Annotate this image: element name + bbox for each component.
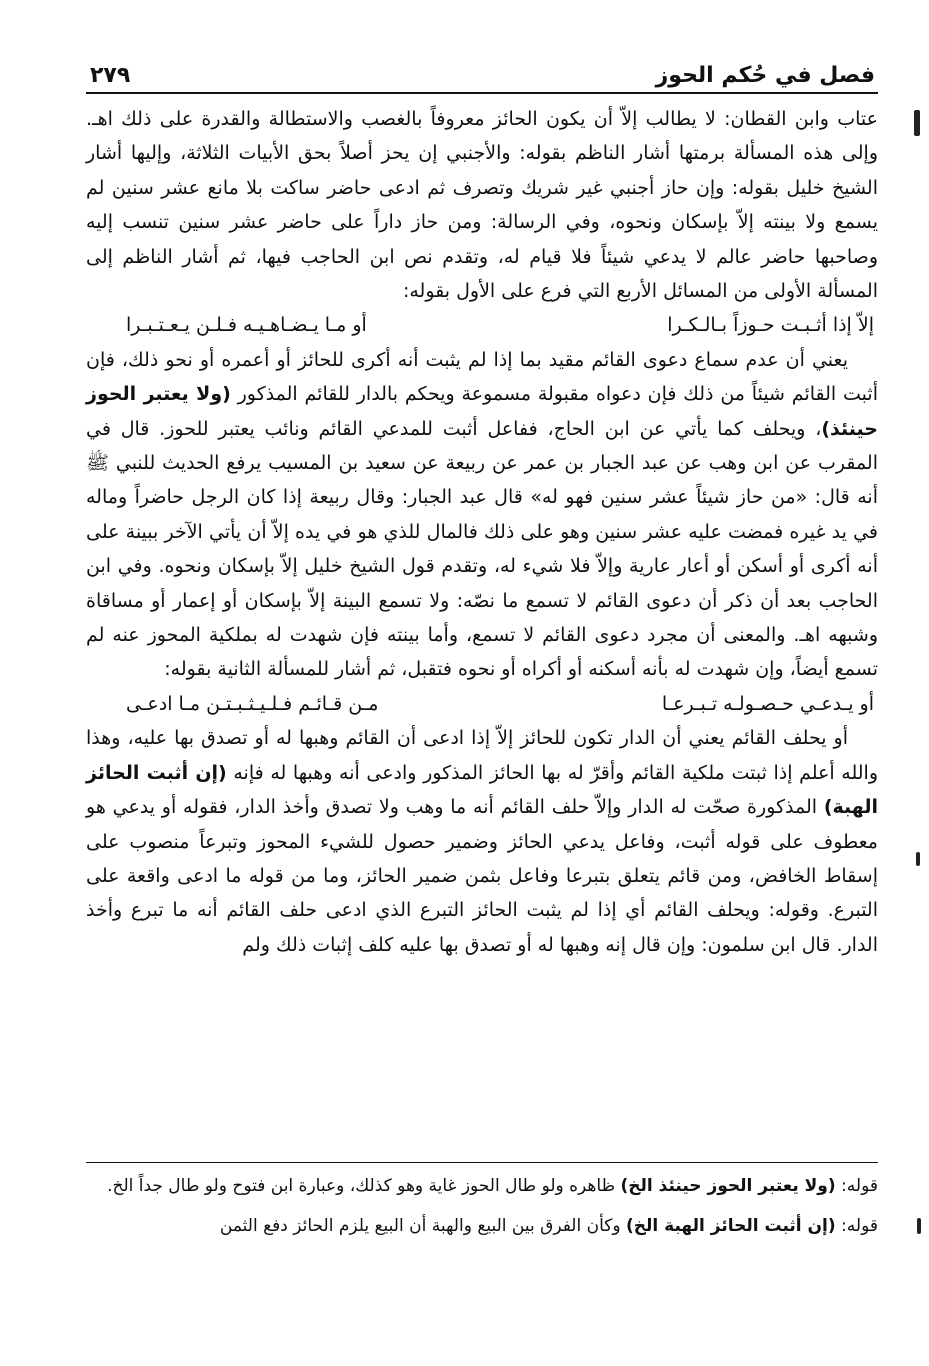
verse-1 — [86, 308, 878, 342]
paragraph-2-part-a: يعني أن عدم سماع دعوى القائم مقيد بما إذا لم يثبت أنه أكرى للحائز أو أعمره أو نحو ذلك، فإن أثبت القائم شيئاً من ذلك فإن دعواه مقبولة مسموعة ويحكم بالدار للقائم المذكور — [86, 348, 878, 406]
page-header — [90, 58, 875, 94]
paragraph-1: عتاب وابن القطان: لا يطالب إلاّ أن يكون الحائز معروفاً بالغصب والاستطالة والقدرة على ذلك اهـ. وإلى هذه المسألة برمتها أشار الناظم بقوله: والأجنبي إن يحز أصلاً بحق الأبيات الثلاثة، وإليها أشار الشيخ خليل بقوله: وإن حاز أجنبي غير شريك وتصرف ثم ادعى حاضر ساكت بلا مانع عشر سنين لم يسمع ولا بينته إلاّ بإسكان ونحوه، وفي الرسالة: ومن حاز داراً على حاضر عشر سنين تنسب إليه وصاحبها حاضر عالم لا يدعي شيئاً فلا قيام له، وتقدم نص ابن الحاجب فيها، ثم أشار الناظم إلى المسألة الأولى من المسائل الأربع التي فرع على الأول بقوله: — [86, 108, 878, 303]
footnote-2-lead: قوله: — [835, 1216, 878, 1236]
paragraph-3-part-b: المذكورة صحّت له الدار وإلاّ حلف القائم أنه ما وهب ولا تصدق وأخذ الدار، فقوله أو يدعي هو معطوف على قوله أثبت، وفاعل يدعي الحائز وضمير حصول للشيء المحوز وتبرعاً منصوب على إسقاط الخافض، ومن قائم يتعلق بتبرعا وفاعل بثمن ضمير الحائز، وما من قوله ما ادعى واقعة على التبرع. وقوله: ويحلف القائم أي إذا لم يثبت الحائز التبرع الذي ادعى حلف القائم أنه ما تبرع وأخذ الدار. قال ابن سلمون: وإن قال إنه وهبها له أو تصدق بها عليه كلف إثبات ذلك ولم — [86, 796, 878, 956]
verse-2 — [86, 687, 878, 721]
verse-2-second-hemistich: مـن قـائـم فـلـيـثـبـتـن مـا ادعـى — [126, 692, 379, 715]
paragraph-2-part-b: ، ويحلف كما يأتي عن ابن الحاج، ففاعل أثبت للمدعي القائم ونائب يعتبر للحوز. قال في المقرب عن ابن وهب عن عبد الجبار بن عمر عن ربيعة عن سعيد بن المسيب يرفع الحديث للنبي ﷺ أنه قال: «من حاز شيئاً عشر سنين فهو له» قال عبد الجبار: وقال ربيعة إذا كان الرجل حاضراً وماله في يد غيره فمضت عليه عشر سنين وهو على ذلك فالمال للذي هو في يده إلاّ أن يأتي الآخر ببينة على أنه أكرى أو أسكن أو أعار عارية وإلاّ فلا شيء له، وتقدم قول الشيخ خليل إلاّ بإسكان ونحوه. وفي ابن الحاجب بعد أن ذكر أن دعوى القائم لا تسمع ما نصّه: ولا تسمع البينة إلاّ بإسكان أو إعمار أو مساقاة وشبهه اهـ. والمعنى أن مجرد دعوى القائم لا تسمع، وأما بينته فإن شهدت له بملكية المحوز عنه لم تسمع أيضاً، وإن شهدت له بأنه أسكنه أو أكراه أو نحوه فتقبل، ثم أشار للمسألة الثانية بقوله: — [86, 417, 878, 681]
verse-2-first-hemistich: أو يـدعـي حـصـولـه تـبـرعـا — [661, 692, 874, 715]
footnote-2-text: وكأن الفرق بين البيع والهبة أن البيع يلزم الحائز دفع الثمن — [219, 1216, 626, 1236]
footnote-1 — [86, 1170, 878, 1202]
footnote-1-text: ظاهره ولو طال الحوز غاية وهو كذلك، وعبارة ابن فتوح ولو طال جداً الخ. — [107, 1176, 621, 1196]
chapter-title: فصل في حُكم الحوز — [655, 63, 875, 88]
main-text — [86, 102, 878, 962]
verse-1-first-hemistich: إلاّ إذا أثـبـت حـوزاً بـالـكـرا — [667, 314, 874, 337]
page-number: ٢٧٩ — [90, 63, 131, 88]
scan-margin-mark — [916, 852, 920, 866]
header-divider — [86, 92, 878, 94]
footnotes — [86, 1170, 878, 1250]
paragraph-2-bold-quote: (ولا يعتبر الحوز حينئذ) — [86, 383, 878, 440]
paragraph-3-bold-quote: (إن أثبت الحائز الهبة) — [86, 761, 878, 819]
footnote-1-bold-quote: (ولا يعتبر الحوز حينئذ الخ) — [620, 1176, 836, 1196]
scan-margin-mark — [917, 1218, 921, 1234]
paragraph-2 — [86, 343, 878, 687]
footnote-divider — [86, 1162, 878, 1163]
footnote-2-bold-quote: (إن أثبت الحائز الهبة الخ) — [626, 1216, 836, 1236]
paragraph-3 — [86, 721, 878, 962]
footnote-2 — [86, 1210, 878, 1242]
paragraph-3-part-a: أو يحلف القائم يعني أن الدار تكون للحائز إلاّ إذا ادعى أن القائم وهبها له أو تصدق بها عليه، وهذا والله أعلم إذا ثبتت ملكية القائم وأقرّ له بها الحائز المذكور وادعى أنه وهبها له فإنه — [86, 727, 878, 784]
scan-margin-mark — [914, 110, 920, 136]
footnote-1-lead: قوله: — [835, 1176, 878, 1196]
verse-1-second-hemistich: أو مـا يـضـاهـيـه فـلـن يـعـتـبـرا — [126, 314, 367, 337]
